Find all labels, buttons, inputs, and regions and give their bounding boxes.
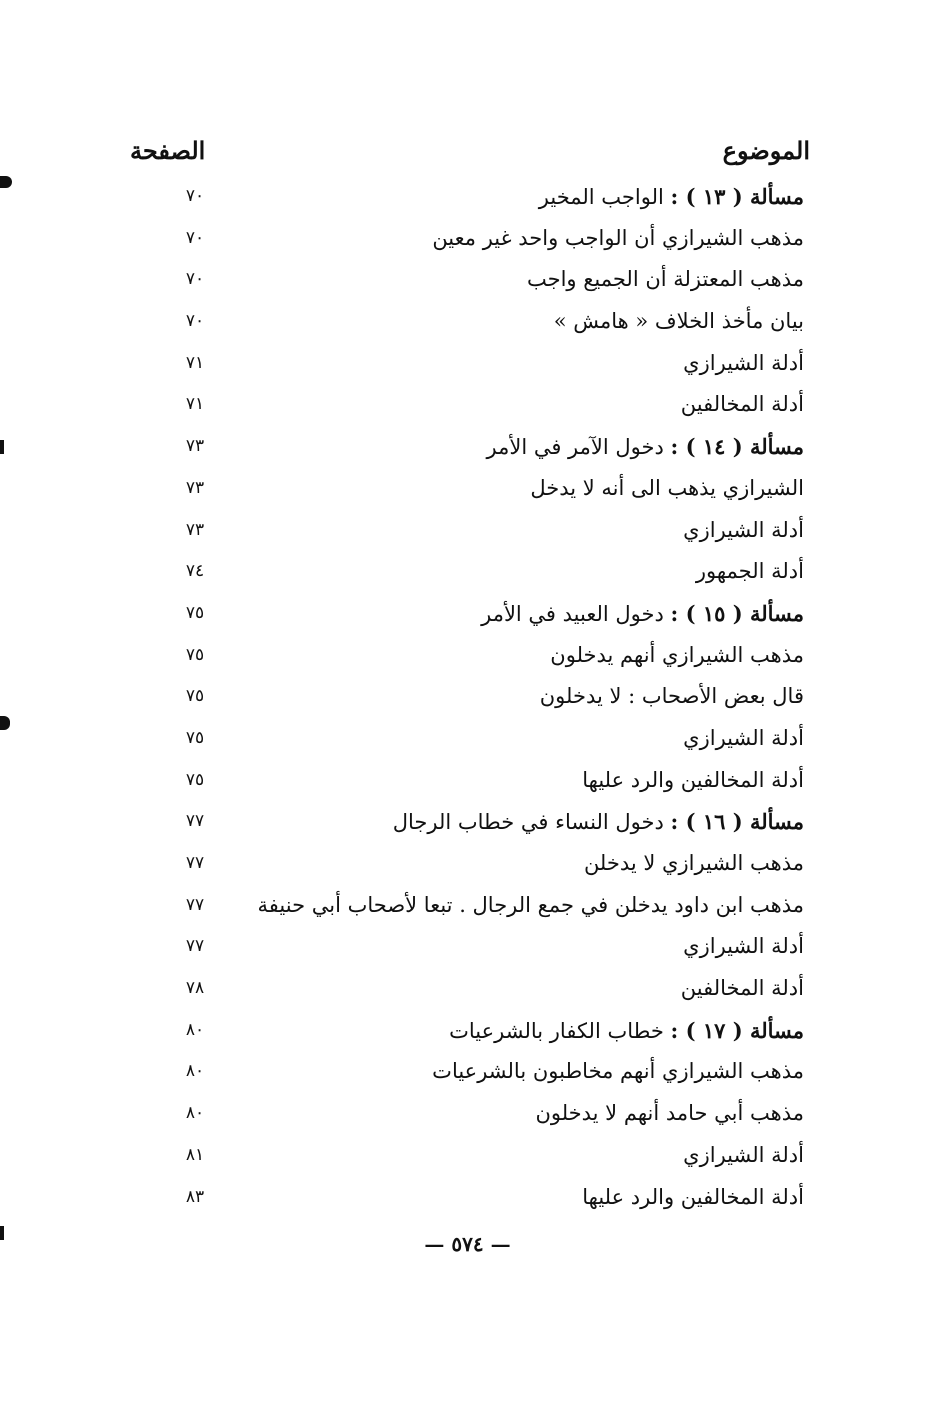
toc-entry-title (683, 343, 804, 385)
entry-text: مذهب الشيرازي أن الواجب واحد غير معين (432, 225, 804, 250)
issue-label: مسألة ( ١٣ ) : (670, 184, 804, 209)
entry-text: مذهب المعتزلة أن الجميع واجب (526, 267, 804, 292)
toc-page-number: ٧٠ (185, 227, 205, 248)
entry-text: دخول الآمر في الأمر (486, 435, 664, 460)
toc-row (130, 718, 810, 760)
toc-entry-title (539, 176, 804, 219)
toc-entry-title (683, 718, 804, 760)
entry-text: أدلة المخالفين (680, 392, 804, 417)
toc-entry-title (683, 1135, 804, 1177)
entry-text: أدلة الشيرازي (683, 934, 804, 959)
page-column-heading: الصفحة (130, 136, 206, 165)
toc-row (130, 218, 810, 260)
toc-page-number: ٨٠ (185, 1061, 205, 1082)
entry-text: أدلة المخالفين والرد عليها (582, 1184, 804, 1209)
scan-mark (0, 716, 10, 730)
entry-text: دخول العبيد في الأمر (481, 601, 664, 626)
toc-page-number: ٧٥ (185, 727, 205, 748)
toc-entry-title (530, 468, 804, 510)
toc-row (130, 1010, 810, 1052)
toc-row (130, 801, 810, 843)
entry-text: أدلة الشيرازي (683, 517, 804, 542)
toc-entry-title (535, 1093, 804, 1135)
toc-row (130, 301, 810, 343)
toc-entry-title (683, 926, 804, 968)
toc-entry-title (449, 1010, 804, 1053)
toc-page-number: ٧١ (185, 352, 205, 373)
toc-page-number: ٧٠ (185, 269, 205, 290)
toc-page-number: ٧٧ (185, 936, 205, 957)
entry-text: قال بعض الأصحاب : لا يدخلون (539, 684, 804, 709)
entry-text: أدلة الشيرازي (683, 1142, 804, 1167)
issue-label: مسألة ( ١٦ ) : (670, 809, 804, 835)
toc-row (130, 676, 810, 718)
toc-entry-title (554, 301, 804, 343)
toc-entry-title (584, 843, 804, 885)
toc-row (130, 510, 810, 552)
toc-page-number: ٧٣ (185, 436, 205, 457)
entry-text: مذهب ابن داود يدخلن في جمع الرجال . تبعا لأصحاب أبي حنيفة (257, 892, 804, 917)
entry-text: أدلة الجمهور (695, 559, 804, 584)
toc-entry-title (681, 384, 804, 426)
entry-text: مذهب الشيرازي لا يدخلن (583, 851, 804, 875)
toc-row (130, 343, 810, 385)
toc-row (130, 1135, 810, 1177)
toc-row (130, 885, 810, 927)
toc-entry-title (527, 259, 804, 301)
toc-page-number: ٧٨ (185, 978, 205, 999)
toc-page-number: ٧٠ (185, 311, 205, 332)
scan-mark (0, 440, 4, 454)
toc-page-number: ٧٤ (185, 561, 205, 582)
toc-row (130, 259, 810, 301)
toc-row (130, 176, 810, 218)
toc-row (130, 426, 810, 468)
entry-text: أدلة الشيرازي (683, 725, 804, 750)
toc-entry-title (481, 593, 804, 636)
toc-page-number: ٧٧ (185, 894, 205, 915)
toc-row (130, 593, 810, 635)
entry-text: خطاب الكفار بالشرعيات (449, 1018, 664, 1043)
entry-text: أدلة المخالفين (680, 976, 804, 1001)
page-number: — ٥٧٤ — (424, 1232, 511, 1256)
issue-label: مسألة ( ١٥ ) : (670, 600, 804, 626)
issue-label: مسألة ( ١٤ ) : (670, 434, 804, 460)
toc-entry-title (681, 968, 804, 1010)
toc-page-number: ٧٥ (185, 769, 205, 790)
toc-page-number: ٨٣ (185, 1186, 205, 1207)
toc-entry-title (487, 426, 804, 469)
entry-text: الشيرازي يذهب الى أنه لا يدخل (530, 475, 804, 500)
toc-page-number: ٨١ (185, 1144, 205, 1165)
toc-page-number: ٧٥ (185, 644, 205, 665)
toc-row (130, 468, 810, 510)
toc-row (130, 1177, 810, 1219)
toc-row (130, 1093, 810, 1135)
toc-entry-title (550, 635, 804, 677)
toc-row (130, 968, 810, 1010)
entry-text: مذهب الشيرازي أنهم يدخلون (550, 642, 804, 667)
entry-text: بيان مأخذ الخلاف « هامش » (553, 309, 804, 334)
toc-page-number: ٧٥ (185, 602, 205, 623)
toc-entry-title (258, 885, 804, 927)
scan-mark (0, 176, 12, 188)
toc-entry-title (683, 510, 804, 552)
toc-page-number: ٧٣ (185, 519, 205, 540)
entry-text: دخول النساء في خطاب الرجال (392, 810, 664, 835)
toc-page-number: ٧٠ (185, 186, 205, 206)
issue-label: مسألة ( ١٧ ) : (670, 1017, 804, 1043)
topic-column-heading: الموضوع (722, 136, 810, 165)
toc-page-number: ٨٠ (185, 1103, 205, 1124)
toc-entry-title (582, 760, 804, 802)
toc-row (130, 926, 810, 968)
toc-entry-title (696, 551, 804, 593)
toc-row (130, 760, 810, 802)
table-of-contents (130, 176, 810, 1218)
toc-entry-title (540, 676, 804, 718)
toc-row (130, 551, 810, 593)
entry-text: مذهب أبي حامد أنهم لا يدخلون (535, 1101, 804, 1126)
entry-text: أدلة الشيرازي (683, 350, 804, 375)
toc-header (130, 136, 810, 176)
toc-page-number: ٧١ (185, 394, 205, 415)
toc-entry-title (582, 1177, 804, 1219)
toc-row (130, 635, 810, 677)
toc-row (130, 843, 810, 885)
toc-page-number: ٨٠ (185, 1019, 205, 1040)
toc-row (130, 384, 810, 426)
toc-entry-title (432, 218, 804, 260)
toc-page-number: ٧٣ (185, 477, 205, 498)
toc-page-number: ٧٥ (185, 686, 205, 707)
toc-entry-title (432, 1051, 804, 1093)
toc-page-number: ٧٧ (185, 811, 205, 832)
toc-row (130, 1051, 810, 1093)
entry-text: أدلة المخالفين والرد عليها (582, 767, 804, 792)
entry-text: الواجب المخير (538, 185, 664, 209)
entry-text: مذهب الشيرازي أنهم مخاطبون بالشرعيات (432, 1059, 804, 1084)
toc-entry-title (393, 801, 804, 844)
toc-page-number: ٧٧ (185, 853, 205, 873)
